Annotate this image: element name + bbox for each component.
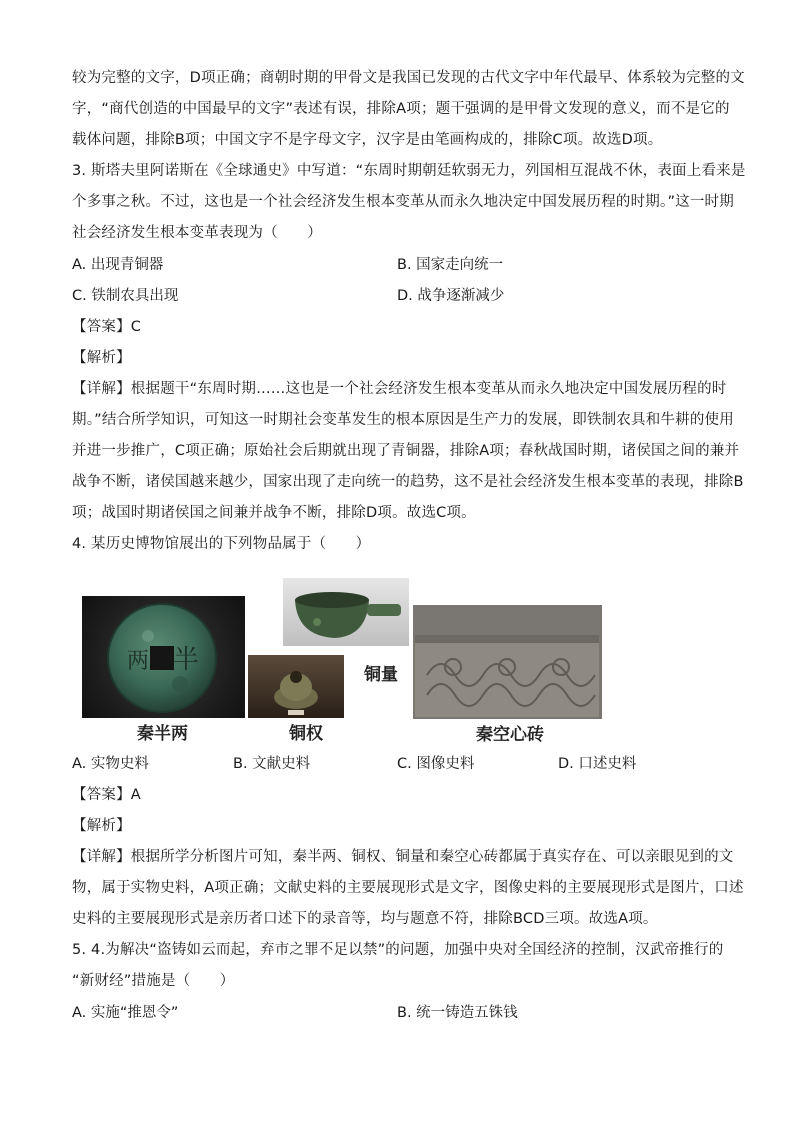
text-line: 社会经济发生根本变革表现为（ ） — [72, 225, 322, 241]
coin-image — [82, 596, 245, 718]
q3-option-d: D. 战争逐渐减少 — [397, 288, 505, 304]
q4-detail-line: 【详解】根据所学分析图片可知，秦半两、铜权、铜量和秦空心砖都属于真实存在、可以亲眼见到的文 — [72, 849, 734, 865]
q3-detail-line: 【详解】根据题干“东周时期……这也是一个社会经济发生根本变革从而永久地决定中国发展历程的时 — [72, 381, 727, 397]
text-line: 个多事之秋。不过，这也是一个社会经济发生根本变革从而永久地决定中国发展历程的时期。”这一时期 — [72, 194, 734, 210]
q4-detail-line: 史料的主要展现形式是亲历者口述下的录音等，均与题意不符，排除BCD三项。故选A项。 — [72, 911, 658, 927]
brick-photo — [413, 605, 602, 719]
measure-photo — [283, 578, 409, 646]
text-line: 较为完整的文字，D项正确；商朝时期的甲骨文是我国已发现的古代文字中年代最早、体系较为完整的文 — [72, 70, 745, 86]
q3-detail-line: 并进一步推广，C项正确；原始社会后期就出现了青铜器，排除A项；春秋战国时期，诸侯国之间的兼并 — [72, 443, 740, 459]
q3-option-c: C. 铁制农具出现 — [72, 288, 179, 304]
q3-option-b: B. 国家走向统一 — [397, 257, 504, 273]
question-3-stem: 3. 斯塔夫里阿诺斯在《全球通史》中写道：“东周时期朝廷软弱无力，列国相互混战不休，表面上看来是 — [72, 163, 746, 179]
weight-photo — [248, 655, 344, 718]
text-line: 字，“商代创造的中国最早的文字”表述有误，排除A项；题干强调的是甲骨文发现的意义，而不是它的 — [72, 101, 730, 117]
coin-character: 半 — [172, 645, 200, 675]
q4-option-a: A. 实物史料 — [72, 756, 149, 772]
weight-image — [248, 655, 344, 718]
svg-text:两: 两 — [126, 649, 150, 674]
question-5-stem-cont: “新财经”措施是（ ） — [72, 973, 235, 989]
q3-detail-line: 期。”结合所学知识，可知这一时期社会变革发生的根本原因是生产力的发展，即铁制农具和牛耕的使用 — [72, 412, 734, 428]
brick-image — [413, 605, 602, 719]
q3-answer: 【答案】C — [72, 319, 142, 335]
q3-analysis-heading: 【解析】 — [72, 350, 131, 366]
question-4-stem: 4. 某历史博物馆展出的下列物品属于（ ） — [72, 536, 371, 552]
q3-detail-line: 项；战国时期诸侯国之间兼并战争不断，排除D项。故选C项。 — [72, 505, 476, 521]
q4-answer: 【答案】A — [72, 787, 141, 803]
measure-image — [283, 578, 409, 646]
q4-detail-line: 物，属于实物史料，A项正确；文献史料的主要展现形式是文字，图像史料的主要展现形式是图片，口述 — [72, 880, 744, 896]
q4-option-c: C. 图像史料 — [397, 756, 475, 772]
q3-option-a: A. 出现青铜器 — [72, 257, 164, 273]
caption-weight: 铜权 — [289, 724, 323, 744]
q5-option-b: B. 统一铸造五铢钱 — [397, 1005, 518, 1021]
caption-measure: 铜量 — [364, 665, 398, 685]
text-line: 载体问题，排除B项；中国文字不是字母文字，汉字是由笔画构成的，排除C项。故选D项。 — [72, 132, 663, 148]
q5-option-a: A. 实施“推恩令” — [72, 1005, 179, 1021]
coin-photo — [82, 596, 245, 718]
q4-option-b: B. 文献史料 — [233, 756, 311, 772]
caption-coin: 秦半两 — [137, 724, 188, 744]
q4-option-d: D. 口述史料 — [558, 756, 637, 772]
caption-brick: 秦空心砖 — [476, 725, 544, 745]
question-5-stem: 5. 4.为解决“盗铸如云而起，弃市之罪不足以禁”的问题，加强中央对全国经济的控制，汉武帝推行的 — [72, 942, 724, 958]
q3-detail-line: 战争不断，诸侯国越来越少，国家出现了走向统一的趋势，这不是社会经济发生根本变革的表现，排除B — [72, 474, 744, 490]
q4-analysis-heading: 【解析】 — [72, 818, 131, 834]
